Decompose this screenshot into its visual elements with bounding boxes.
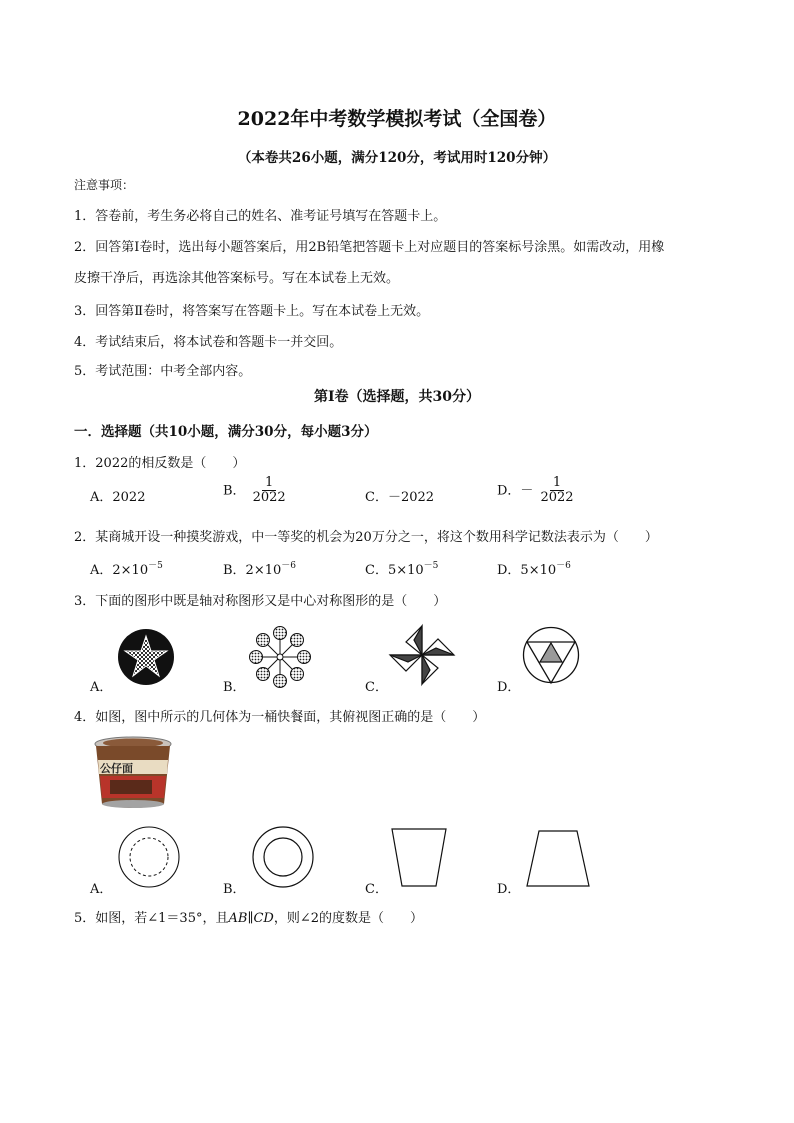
q1-stem: 1．2022的相反数是（ ） — [74, 456, 246, 471]
q2-d-base: D．5×10 — [497, 563, 557, 578]
q4-figure-b-ring-icon — [252, 826, 314, 888]
q4-option-c: C． — [365, 882, 388, 897]
q4-figure-d-trapezoid-icon — [526, 830, 590, 888]
q3-option-c: C． — [365, 680, 388, 695]
q4-figure-c-trapezoid-icon — [391, 828, 447, 888]
q2-option-b — [223, 558, 296, 578]
q2-a-exponent: －5 — [148, 561, 163, 571]
q2-stem: 2．某商城开设一种摸奖游戏，中一等奖的机会为20万分之一，将这个数用科学记数法表示为（ ） — [74, 530, 658, 545]
q5-stem-pre: 5．如图，若∠1＝35°，且 — [74, 911, 229, 926]
q1-option-b — [223, 476, 289, 506]
fraction-denominator: 2022 — [540, 490, 574, 506]
q1-option-b-label: B． — [223, 483, 246, 499]
q3-option-b: B． — [223, 680, 246, 695]
note-item-5: 5．考试范围：中考全部内容。 — [74, 364, 252, 379]
q2-b-base: B．2×10 — [223, 563, 282, 578]
q2-a-base: A．2×10 — [90, 563, 149, 578]
q3-figure-b-flower-icon — [248, 625, 312, 689]
q2-c-base: C．5×10 — [365, 563, 424, 578]
q1-option-d-label: D．－ — [497, 483, 534, 499]
q1-option-d-fraction — [537, 476, 576, 506]
note-item-1: 1．答卷前，考生务必将自己的姓名、准考证号填写在答题卡上。 — [74, 209, 447, 224]
page-title: 2022年中考数学模拟考试（全国卷） — [237, 108, 557, 130]
q2-d-exponent: －6 — [556, 561, 571, 571]
q4-figure-a-dashed-circle-icon — [118, 826, 180, 888]
note-item-3: 3．回答第Ⅱ卷时，将答案写在答题卡上。写在本试卷上无效。 — [74, 304, 430, 319]
page-subtitle: （本卷共26小题，满分120分，考试用时120分钟） — [237, 150, 557, 166]
q4-option-d: D． — [497, 882, 521, 897]
q4-option-b: B． — [223, 882, 246, 897]
notes-heading: 注意事项： — [74, 178, 135, 192]
q4-option-a: A． — [90, 882, 113, 897]
q5-segment-cd: CD — [253, 911, 274, 926]
fraction-numerator: 1 — [550, 476, 564, 491]
q2-option-d — [497, 558, 571, 578]
q3-figure-a-star-circle-icon — [117, 628, 175, 686]
note-item-4: 4．考试结束后，将本试卷和答题卡一并交回。 — [74, 335, 343, 350]
q3-option-d: D． — [497, 680, 521, 695]
q2-b-exponent: －6 — [281, 561, 296, 571]
q5-stem-post: ，则∠2的度数是（ ） — [273, 911, 423, 926]
q3-figure-c-pinwheel-icon — [388, 624, 456, 686]
q1-option-a: A．2022 — [90, 490, 146, 505]
q1-option-b-fraction — [250, 476, 289, 506]
q5-segment-ab: AB — [228, 911, 248, 926]
section-title: 第Ⅰ卷（选择题，共30分） — [313, 389, 481, 405]
noodle-cup-label: 公仔面 — [100, 762, 133, 775]
q3-stem: 3．下面的图形中既是轴对称图形又是中心对称图形的是（ ） — [74, 594, 447, 609]
q2-option-c — [365, 558, 438, 578]
q2-option-a — [90, 558, 163, 578]
fraction-denominator: 2022 — [252, 490, 286, 506]
fraction-numerator: 1 — [262, 476, 276, 491]
q1-option-c: C．－2022 — [365, 490, 435, 505]
note-item-2: 2．回答第Ⅰ卷时，选出每小题答案后，用2B铅笔把答题卡上对应题目的答案标号涂黑。如需改动，用橡 — [74, 240, 665, 255]
q3-figure-d-triangle-circle-icon — [522, 626, 580, 684]
q5-stem — [74, 907, 423, 926]
q4-stem: 4．如图，图中所示的几何体为一桶快餐面，其俯视图正确的是（ ） — [74, 710, 486, 725]
q3-option-a: A． — [90, 680, 113, 695]
q5-parallel-symbol: ∥ — [247, 911, 254, 926]
note-item-2-cont: 皮擦干净后，再选涂其他答案标号。写在本试卷上无效。 — [74, 271, 400, 286]
q1-option-d — [497, 476, 577, 506]
q2-c-exponent: －5 — [423, 561, 439, 571]
section-heading: 一．选择题（共10小题，满分30分，每小题3分） — [74, 424, 378, 440]
